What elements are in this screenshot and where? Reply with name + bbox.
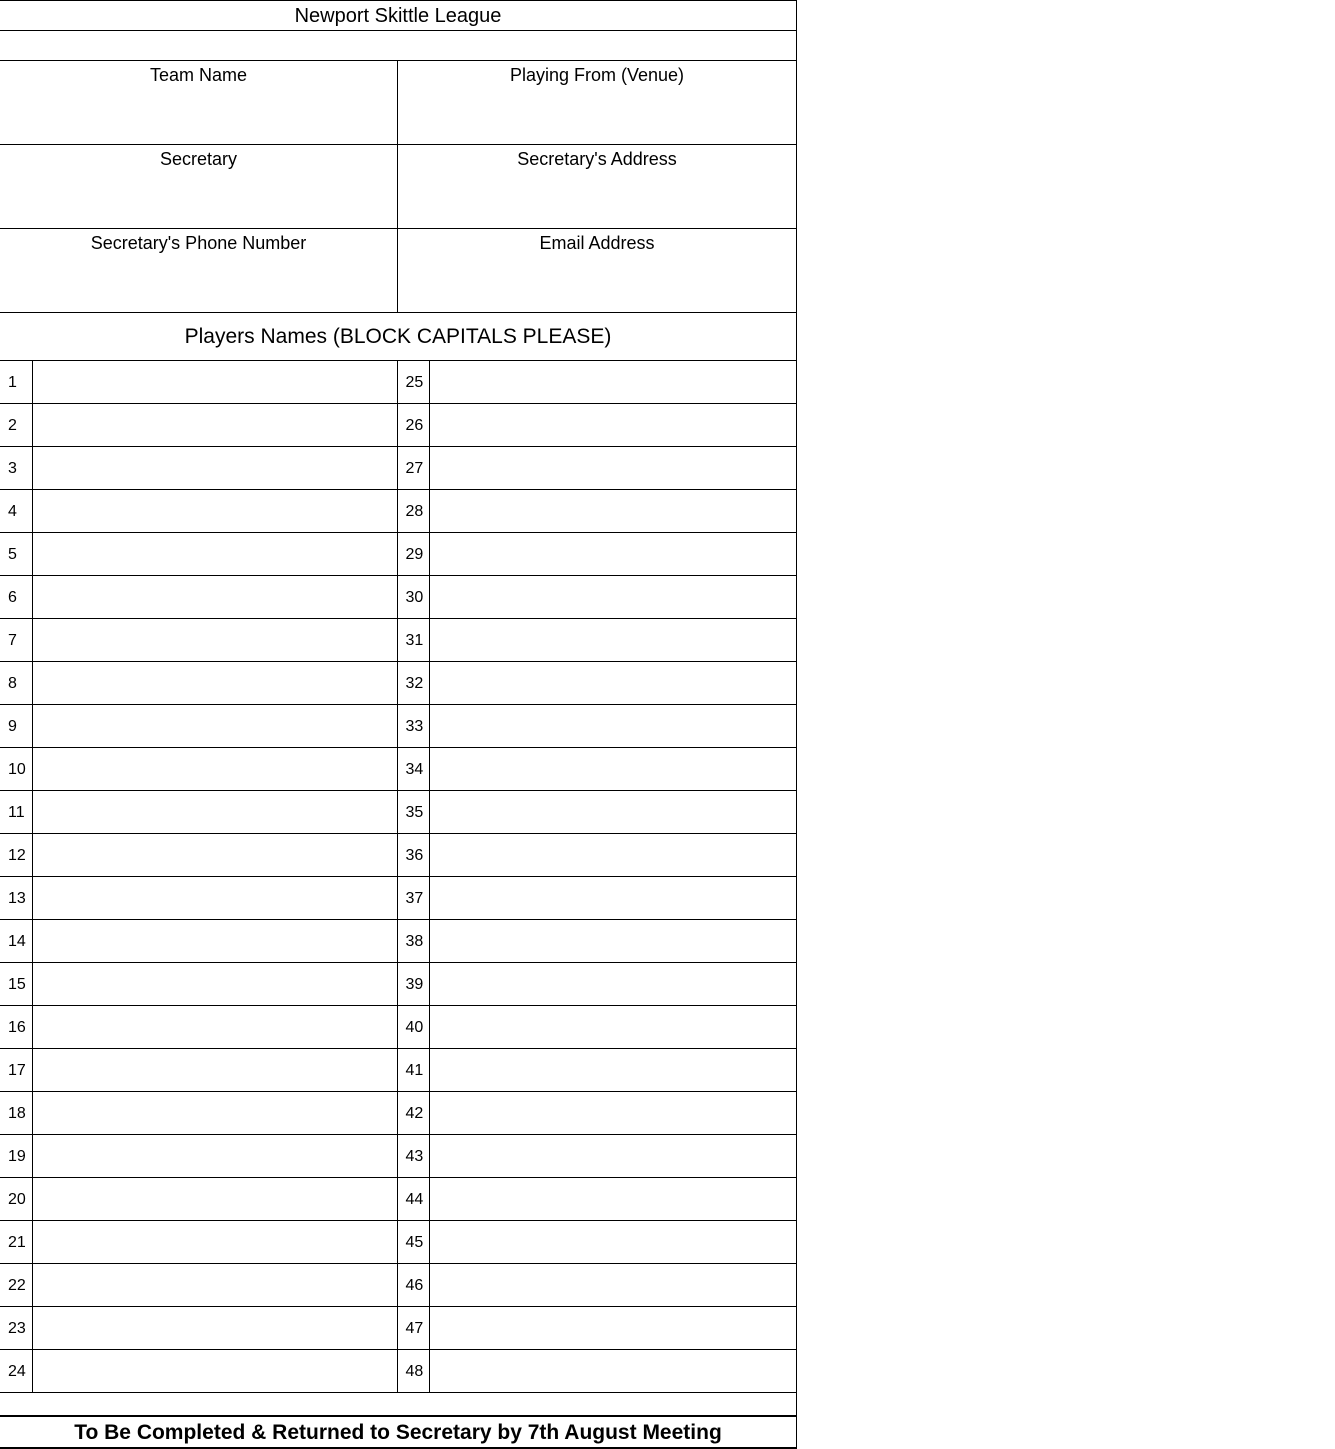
player-name-cell-right[interactable] <box>430 533 796 575</box>
player-name-cell-left[interactable] <box>33 1264 398 1306</box>
player-row <box>0 361 797 404</box>
player-number-left: 4 <box>0 490 33 532</box>
player-row <box>0 1178 797 1221</box>
player-row <box>0 1307 797 1350</box>
player-name-cell-right[interactable] <box>430 576 796 618</box>
player-name-cell-left[interactable] <box>33 791 398 833</box>
player-number-right: 43 <box>398 1135 431 1177</box>
player-name-cell-left[interactable] <box>33 705 398 747</box>
player-name-cell-right[interactable] <box>430 748 796 790</box>
player-row <box>0 705 797 748</box>
player-row <box>0 791 797 834</box>
player-number-right: 28 <box>398 490 431 532</box>
player-number-left: 6 <box>0 576 33 618</box>
player-name-cell-right[interactable] <box>430 447 796 489</box>
player-name-cell-right[interactable] <box>430 1006 796 1048</box>
player-number-right: 48 <box>398 1350 431 1392</box>
info-row-secretary <box>0 145 797 229</box>
player-row <box>0 404 797 447</box>
player-name-cell-right[interactable] <box>430 1221 796 1263</box>
spacer-row <box>0 1393 797 1417</box>
player-name-cell-right[interactable] <box>430 834 796 876</box>
player-number-right: 42 <box>398 1092 431 1134</box>
player-name-cell-left[interactable] <box>33 1092 398 1134</box>
info-row-contact <box>0 229 797 313</box>
player-number-right: 45 <box>398 1221 431 1263</box>
player-name-cell-left[interactable] <box>33 533 398 575</box>
venue-label: Playing From (Venue) <box>509 65 685 85</box>
player-number-right: 29 <box>398 533 431 575</box>
player-number-right: 31 <box>398 619 431 661</box>
secretary-address-field[interactable] <box>398 145 796 228</box>
player-name-cell-left[interactable] <box>33 404 398 446</box>
player-number-left: 12 <box>0 834 33 876</box>
player-number-right: 30 <box>398 576 431 618</box>
player-number-left: 10 <box>0 748 33 790</box>
player-name-cell-left[interactable] <box>33 963 398 1005</box>
player-number-right: 40 <box>398 1006 431 1048</box>
player-name-cell-right[interactable] <box>430 361 796 403</box>
player-row <box>0 533 797 576</box>
player-row <box>0 1350 797 1393</box>
player-number-right: 32 <box>398 662 431 704</box>
player-number-left: 8 <box>0 662 33 704</box>
blank-row <box>0 31 797 61</box>
player-row <box>0 920 797 963</box>
player-number-right: 36 <box>398 834 431 876</box>
player-name-cell-left[interactable] <box>33 576 398 618</box>
player-name-cell-right[interactable] <box>430 1092 796 1134</box>
player-name-cell-right[interactable] <box>430 877 796 919</box>
player-number-right: 26 <box>398 404 431 446</box>
player-number-right: 47 <box>398 1307 431 1349</box>
player-number-left: 3 <box>0 447 33 489</box>
player-name-cell-right[interactable] <box>430 1049 796 1091</box>
player-number-right: 33 <box>398 705 431 747</box>
player-name-cell-left[interactable] <box>33 1006 398 1048</box>
player-name-cell-right[interactable] <box>430 1178 796 1220</box>
player-row <box>0 619 797 662</box>
player-number-left: 16 <box>0 1006 33 1048</box>
player-name-cell-left[interactable] <box>33 1135 398 1177</box>
secretary-field[interactable] <box>0 145 398 228</box>
player-row <box>0 447 797 490</box>
player-name-cell-right[interactable] <box>430 791 796 833</box>
form-title: Newport Skittle League <box>0 0 797 31</box>
player-number-right: 35 <box>398 791 431 833</box>
player-row <box>0 1092 797 1135</box>
player-name-cell-left[interactable] <box>33 619 398 661</box>
player-number-right: 37 <box>398 877 431 919</box>
player-row <box>0 1049 797 1092</box>
player-number-right: 25 <box>398 361 431 403</box>
player-number-left: 21 <box>0 1221 33 1263</box>
player-number-left: 19 <box>0 1135 33 1177</box>
player-number-left: 24 <box>0 1350 33 1392</box>
player-name-cell-left[interactable] <box>33 447 398 489</box>
player-row <box>0 877 797 920</box>
player-row <box>0 963 797 1006</box>
secretary-address-label: Secretary's Address <box>517 149 677 169</box>
player-name-cell-right[interactable] <box>430 619 796 661</box>
player-number-left: 5 <box>0 533 33 575</box>
player-number-left: 20 <box>0 1178 33 1220</box>
player-name-cell-left[interactable] <box>33 1307 398 1349</box>
player-number-right: 34 <box>398 748 431 790</box>
player-row <box>0 1135 797 1178</box>
player-row <box>0 1264 797 1307</box>
player-number-right: 39 <box>398 963 431 1005</box>
player-number-right: 44 <box>398 1178 431 1220</box>
player-row <box>0 576 797 619</box>
player-number-left: 14 <box>0 920 33 962</box>
player-name-cell-right[interactable] <box>430 1264 796 1306</box>
secretary-phone-label: Secretary's Phone Number <box>90 233 307 253</box>
player-number-left: 13 <box>0 877 33 919</box>
player-row <box>0 1006 797 1049</box>
player-row <box>0 1221 797 1264</box>
team-name-field[interactable] <box>0 61 398 144</box>
player-name-cell-right[interactable] <box>430 920 796 962</box>
player-row <box>0 662 797 705</box>
player-row <box>0 748 797 791</box>
player-number-left: 9 <box>0 705 33 747</box>
team-name-label: Team Name <box>149 65 248 85</box>
player-name-cell-right[interactable] <box>430 705 796 747</box>
player-number-left: 1 <box>0 361 33 403</box>
player-number-left: 11 <box>0 791 33 833</box>
player-number-left: 18 <box>0 1092 33 1134</box>
player-name-cell-left[interactable] <box>33 877 398 919</box>
player-name-cell-left[interactable] <box>33 1221 398 1263</box>
player-name-cell-right[interactable] <box>430 1350 796 1392</box>
footer-note: To Be Completed & Returned to Secretary by 7th August Meeting <box>0 1417 797 1449</box>
player-name-cell-left[interactable] <box>33 834 398 876</box>
player-name-cell-right[interactable] <box>430 490 796 532</box>
player-name-cell-left[interactable] <box>33 920 398 962</box>
secretary-label: Secretary <box>159 149 238 169</box>
player-number-left: 15 <box>0 963 33 1005</box>
player-number-right: 41 <box>398 1049 431 1091</box>
player-number-right: 46 <box>398 1264 431 1306</box>
player-row <box>0 490 797 533</box>
player-number-left: 17 <box>0 1049 33 1091</box>
secretary-phone-field[interactable] <box>0 229 398 312</box>
player-name-cell-right[interactable] <box>430 1135 796 1177</box>
player-name-cell-right[interactable] <box>430 963 796 1005</box>
player-number-right: 38 <box>398 920 431 962</box>
player-name-cell-left[interactable] <box>33 1049 398 1091</box>
player-name-cell-left[interactable] <box>33 748 398 790</box>
player-number-left: 22 <box>0 1264 33 1306</box>
email-field[interactable] <box>398 229 796 312</box>
player-name-cell-left[interactable] <box>33 490 398 532</box>
player-name-cell-left[interactable] <box>33 662 398 704</box>
player-name-cell-right[interactable] <box>430 1307 796 1349</box>
player-number-right: 27 <box>398 447 431 489</box>
player-name-cell-right[interactable] <box>430 662 796 704</box>
player-number-left: 2 <box>0 404 33 446</box>
player-name-cell-left[interactable] <box>33 1178 398 1220</box>
player-row <box>0 834 797 877</box>
players-header: Players Names (BLOCK CAPITALS PLEASE) <box>0 313 797 361</box>
venue-field[interactable] <box>398 61 796 144</box>
player-name-cell-left[interactable] <box>33 361 398 403</box>
email-label: Email Address <box>539 233 655 253</box>
player-number-left: 7 <box>0 619 33 661</box>
player-number-left: 23 <box>0 1307 33 1349</box>
info-row-team <box>0 61 797 145</box>
player-name-cell-right[interactable] <box>430 404 796 446</box>
player-name-cell-left[interactable] <box>33 1350 398 1392</box>
